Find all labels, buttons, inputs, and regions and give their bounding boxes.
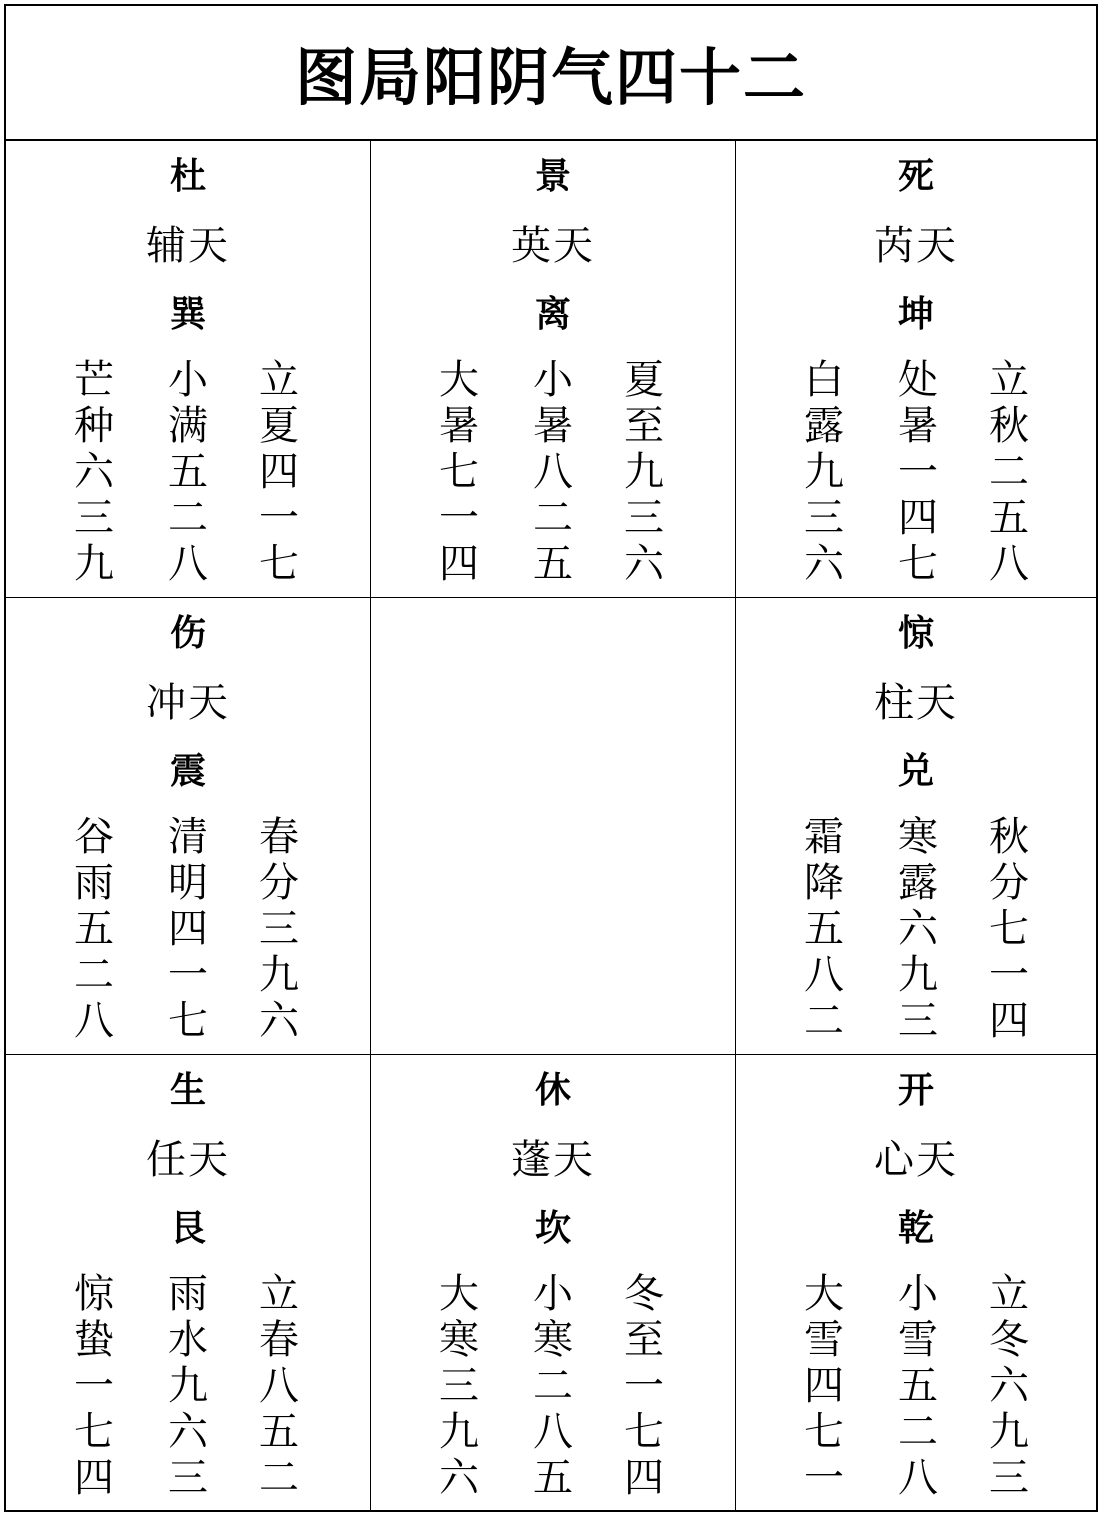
- star-label: 心天: [874, 1137, 958, 1183]
- term-char: 立: [259, 357, 299, 403]
- solar-term-column: [254, 814, 304, 1044]
- star-label: 任天: [146, 1137, 230, 1183]
- palace-cell: [371, 141, 736, 598]
- solar-term-column: [254, 357, 304, 587]
- term-char: 小: [898, 1271, 938, 1317]
- palace-cell: [371, 598, 736, 1055]
- term-char: 寒: [439, 1317, 479, 1363]
- solar-term-column: [984, 814, 1034, 1044]
- term-char: 暑: [439, 403, 479, 449]
- trigram-label: 震: [169, 751, 206, 792]
- solar-term-column: [799, 814, 849, 1044]
- term-char: 八: [168, 541, 208, 587]
- trigram-label: 巽: [169, 294, 206, 335]
- term-char: 三: [624, 495, 664, 541]
- solar-term-columns: [371, 1271, 735, 1501]
- solar-term-column: [434, 357, 484, 587]
- term-char: 四: [259, 449, 299, 495]
- trigram-label: 离: [534, 294, 571, 335]
- term-char: 雪: [898, 1317, 938, 1363]
- term-char: 雨: [74, 860, 114, 906]
- term-char: 四: [898, 495, 938, 541]
- term-char: 立: [259, 1271, 299, 1317]
- term-char: 小: [533, 1271, 573, 1317]
- term-char: 八: [259, 1363, 299, 1409]
- term-char: 九: [989, 1409, 1029, 1455]
- solar-term-column: [254, 1271, 304, 1501]
- term-char: 秋: [989, 814, 1029, 860]
- solar-term-column: [434, 1271, 484, 1501]
- palace-cell: [6, 141, 371, 598]
- solar-term-column: [163, 814, 213, 1044]
- solar-term-column: [984, 357, 1034, 587]
- term-char: 四: [624, 1455, 664, 1501]
- star-label: 柱天: [874, 680, 958, 726]
- term-char: 三: [898, 998, 938, 1044]
- term-char: 二: [989, 449, 1029, 495]
- term-char: 露: [804, 403, 844, 449]
- term-char: 处: [898, 357, 938, 403]
- term-char: 六: [898, 906, 938, 952]
- term-char: 二: [168, 495, 208, 541]
- term-char: 五: [533, 1455, 573, 1501]
- term-char: 七: [259, 541, 299, 587]
- term-char: 七: [989, 906, 1029, 952]
- term-char: 分: [989, 860, 1029, 906]
- term-char: 分: [259, 860, 299, 906]
- star-label: 蓬天: [511, 1137, 595, 1183]
- solar-term-columns: [736, 357, 1096, 587]
- term-char: 六: [989, 1363, 1029, 1409]
- term-char: 九: [74, 541, 114, 587]
- solar-term-column: [799, 1271, 849, 1501]
- term-char: 一: [989, 952, 1029, 998]
- door-label: 惊: [897, 613, 934, 654]
- term-char: 九: [898, 952, 938, 998]
- term-char: 九: [439, 1409, 479, 1455]
- term-char: 夏: [624, 357, 664, 403]
- door-label: 休: [534, 1070, 571, 1111]
- term-char: 八: [533, 449, 573, 495]
- term-char: 至: [624, 1317, 664, 1363]
- term-char: 三: [259, 906, 299, 952]
- term-char: 二: [804, 998, 844, 1044]
- solar-term-columns: [6, 814, 370, 1044]
- trigram-label: 兑: [897, 751, 934, 792]
- term-char: 六: [168, 1409, 208, 1455]
- palace-cell: [371, 1055, 736, 1510]
- term-char: 满: [168, 403, 208, 449]
- term-char: 九: [259, 952, 299, 998]
- solar-term-column: [163, 1271, 213, 1501]
- term-char: 小: [168, 357, 208, 403]
- door-label: 杜: [169, 156, 206, 197]
- term-char: 五: [259, 1409, 299, 1455]
- term-char: 四: [804, 1363, 844, 1409]
- term-char: 一: [439, 495, 479, 541]
- star-label: 英天: [511, 223, 595, 269]
- term-char: 明: [168, 860, 208, 906]
- term-char: 降: [804, 860, 844, 906]
- solar-term-columns: [6, 357, 370, 587]
- trigram-label: 坎: [534, 1208, 571, 1249]
- term-char: 二: [898, 1409, 938, 1455]
- term-char: 一: [74, 1363, 114, 1409]
- palace-cell: [736, 141, 1096, 598]
- term-char: 九: [624, 449, 664, 495]
- door-label: 生: [169, 1070, 206, 1111]
- term-char: 清: [168, 814, 208, 860]
- solar-term-columns: [736, 1271, 1096, 1501]
- term-char: 四: [168, 906, 208, 952]
- term-char: 寒: [533, 1317, 573, 1363]
- term-char: 五: [533, 541, 573, 587]
- term-char: 一: [168, 952, 208, 998]
- solar-term-column: [619, 1271, 669, 1501]
- star-label: 辅天: [146, 223, 230, 269]
- term-char: 五: [804, 906, 844, 952]
- term-char: 四: [74, 1455, 114, 1501]
- term-char: 二: [259, 1455, 299, 1501]
- solar-term-column: [893, 814, 943, 1044]
- palace-cell: [6, 598, 371, 1055]
- door-label: 景: [534, 156, 571, 197]
- solar-term-column: [799, 357, 849, 587]
- term-char: 冬: [989, 1317, 1029, 1363]
- palace-grid: [6, 141, 1096, 1510]
- term-char: 六: [259, 998, 299, 1044]
- term-char: 三: [989, 1455, 1029, 1501]
- term-char: 三: [439, 1363, 479, 1409]
- trigram-label: 艮: [169, 1208, 206, 1249]
- star-label: 芮天: [874, 223, 958, 269]
- chart-title: 图局阳阴气四十二: [6, 6, 1096, 141]
- term-char: 七: [804, 1409, 844, 1455]
- door-label: 伤: [169, 613, 206, 654]
- term-char: 七: [624, 1409, 664, 1455]
- term-char: 一: [624, 1363, 664, 1409]
- term-char: 一: [804, 1455, 844, 1501]
- term-char: 水: [168, 1317, 208, 1363]
- palace-cell: [736, 1055, 1096, 1510]
- term-char: 一: [898, 449, 938, 495]
- term-char: 春: [259, 814, 299, 860]
- chart-frame: [4, 4, 1098, 1512]
- term-char: 露: [898, 860, 938, 906]
- solar-term-column: [984, 1271, 1034, 1501]
- solar-term-columns: [371, 357, 735, 587]
- solar-term-column: [163, 357, 213, 587]
- solar-term-column: [528, 1271, 578, 1501]
- solar-term-column: [69, 357, 119, 587]
- solar-term-column: [893, 357, 943, 587]
- term-char: 雨: [168, 1271, 208, 1317]
- solar-term-column: [893, 1271, 943, 1501]
- solar-term-columns: [6, 1271, 370, 1501]
- term-char: 小: [533, 357, 573, 403]
- term-char: 八: [533, 1409, 573, 1455]
- term-char: 大: [804, 1271, 844, 1317]
- term-char: 一: [259, 495, 299, 541]
- solar-term-column: [528, 357, 578, 587]
- term-char: 惊: [74, 1271, 114, 1317]
- term-char: 霜: [804, 814, 844, 860]
- term-char: 暑: [533, 403, 573, 449]
- term-char: 七: [74, 1409, 114, 1455]
- term-char: 五: [168, 449, 208, 495]
- term-char: 八: [804, 952, 844, 998]
- trigram-label: 乾: [897, 1208, 934, 1249]
- term-char: 三: [168, 1455, 208, 1501]
- palace-cell: [6, 1055, 371, 1510]
- term-char: 七: [168, 998, 208, 1044]
- term-char: 三: [804, 495, 844, 541]
- term-char: 蛰: [74, 1317, 114, 1363]
- term-char: 七: [898, 541, 938, 587]
- term-char: 秋: [989, 403, 1029, 449]
- term-char: 七: [439, 449, 479, 495]
- door-label: 开: [897, 1070, 934, 1111]
- term-char: 暑: [898, 403, 938, 449]
- term-char: 立: [989, 1271, 1029, 1317]
- solar-term-column: [69, 1271, 119, 1501]
- term-char: 大: [439, 1271, 479, 1317]
- term-char: 四: [989, 998, 1029, 1044]
- solar-term-column: [69, 814, 119, 1044]
- term-char: 芒: [74, 357, 114, 403]
- term-char: 二: [533, 1363, 573, 1409]
- term-char: 五: [989, 495, 1029, 541]
- term-char: 六: [74, 449, 114, 495]
- term-char: 五: [74, 906, 114, 952]
- solar-term-columns: [736, 814, 1096, 1044]
- term-char: 五: [898, 1363, 938, 1409]
- term-char: 春: [259, 1317, 299, 1363]
- term-char: 白: [804, 357, 844, 403]
- term-char: 至: [624, 403, 664, 449]
- term-char: 雪: [804, 1317, 844, 1363]
- term-char: 四: [439, 541, 479, 587]
- term-char: 八: [989, 541, 1029, 587]
- term-char: 大: [439, 357, 479, 403]
- term-char: 八: [898, 1455, 938, 1501]
- door-label: 死: [897, 156, 934, 197]
- term-char: 二: [74, 952, 114, 998]
- term-char: 二: [533, 495, 573, 541]
- term-char: 九: [168, 1363, 208, 1409]
- palace-cell: [736, 598, 1096, 1055]
- term-char: 谷: [74, 814, 114, 860]
- term-char: 寒: [898, 814, 938, 860]
- term-char: 八: [74, 998, 114, 1044]
- term-char: 六: [804, 541, 844, 587]
- term-char: 冬: [624, 1271, 664, 1317]
- term-char: 六: [624, 541, 664, 587]
- term-char: 九: [804, 449, 844, 495]
- star-label: 冲天: [146, 680, 230, 726]
- trigram-label: 坤: [897, 294, 934, 335]
- solar-term-column: [619, 357, 669, 587]
- term-char: 立: [989, 357, 1029, 403]
- term-char: 种: [74, 403, 114, 449]
- term-char: 三: [74, 495, 114, 541]
- term-char: 六: [439, 1455, 479, 1501]
- term-char: 夏: [259, 403, 299, 449]
